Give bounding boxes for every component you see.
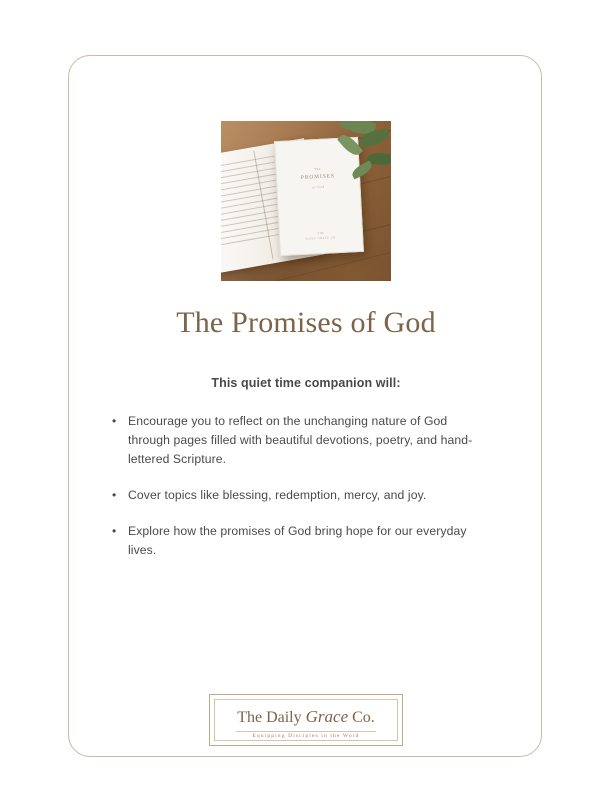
bullet-marker-icon: • xyxy=(112,524,117,538)
journal-cover-title: PROMISES xyxy=(300,173,336,181)
logo-tagline: Equipping Disciples in the Word xyxy=(252,733,360,739)
logo-word-co: Co. xyxy=(348,709,375,726)
list-item xyxy=(112,522,502,560)
list-item-text: Explore how the promises of God bring hope for our everyday lives. xyxy=(128,524,467,557)
journal-brand-line2: DAILY GRACE CO. xyxy=(305,236,337,241)
journal-book xyxy=(274,137,364,256)
list-item xyxy=(112,412,502,469)
list-item xyxy=(112,486,502,505)
logo-word-the-daily: The Daily xyxy=(237,709,306,726)
journal-cover-brand xyxy=(280,229,362,243)
product-photo xyxy=(221,121,391,281)
subtitle: This quiet time companion will: xyxy=(211,376,401,390)
bullet-list xyxy=(112,412,502,577)
photo-background xyxy=(221,121,391,281)
bullet-marker-icon: • xyxy=(112,488,117,502)
journal-cover-of-god: of God xyxy=(312,184,325,190)
list-item-text: Cover topics like blessing, redemption, mercy, and joy. xyxy=(128,488,427,502)
page-title: The Promises of God xyxy=(176,306,436,339)
list-item-text: Encourage you to reflect on the unchanging nature of God through pages filled with beautiful devotions, poetry, and hand-lettered Scripture. xyxy=(128,414,473,466)
brand-logo xyxy=(209,694,403,746)
journal-brand-line1: THE xyxy=(317,231,325,236)
logo-wordmark xyxy=(210,707,402,727)
logo-word-grace: Grace xyxy=(305,707,349,726)
journal-cover-the: The xyxy=(314,166,322,172)
logo-divider xyxy=(236,731,376,732)
journal-cover-text xyxy=(276,164,359,192)
bullet-marker-icon: • xyxy=(112,414,117,428)
